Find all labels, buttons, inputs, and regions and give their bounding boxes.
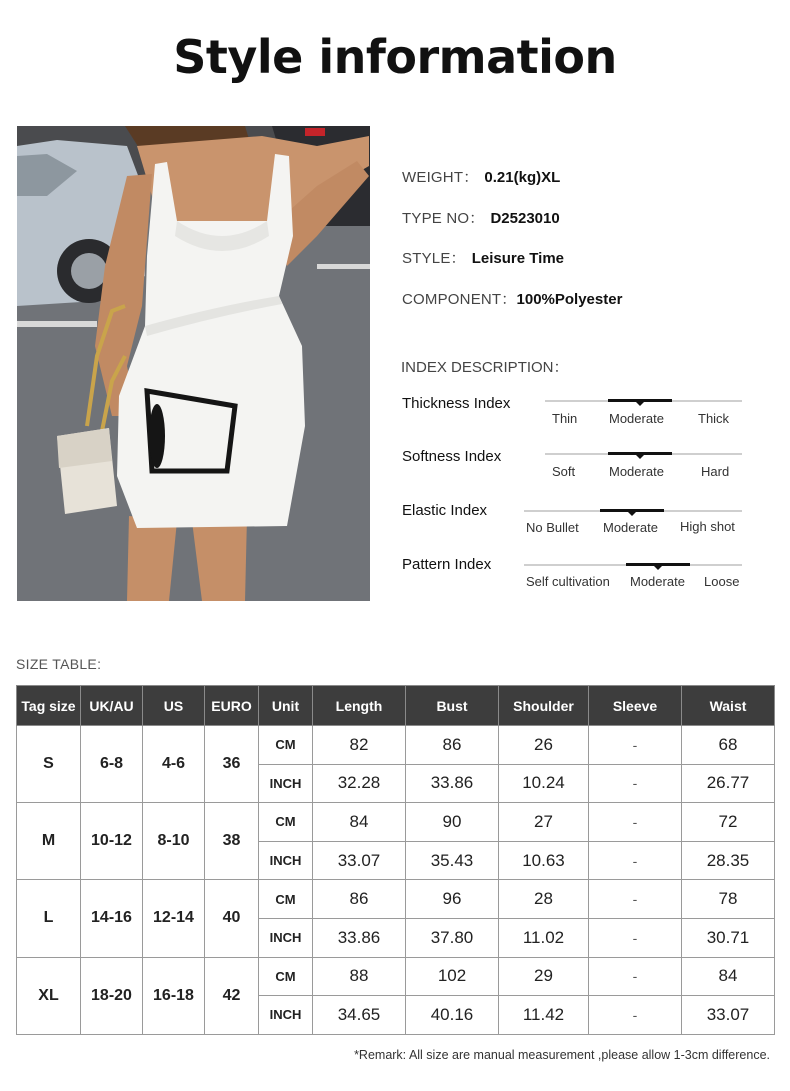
waist-cell: 26.77 [682,764,775,803]
thickness-option-thick: Thick [698,411,730,426]
length-cell: 34.65 [313,996,406,1035]
header-shoulder: Shoulder [499,686,589,726]
waist-cell: 33.07 [682,996,775,1035]
softness-index-pointer [636,455,644,459]
header-length: Length [313,686,406,726]
sleeve-cell: - [589,918,682,957]
component-value: 100%Polyester [516,291,623,308]
shoulder-cell: 29 [499,957,589,996]
length-cell: 32.28 [313,764,406,803]
size-us: 16-18 [143,957,205,1034]
sleeve-cell: - [589,996,682,1035]
waist-cell: 72 [682,803,775,842]
softness-index [402,448,752,488]
weight-label: WEIGHT： [402,169,479,186]
softness-option-soft: Soft [552,464,576,479]
waist-cell: 28.35 [682,841,775,880]
size-us: 4-6 [143,726,205,803]
elastic-index-pointer [628,512,636,516]
bust-cell: 96 [406,880,499,919]
length-cell: 82 [313,726,406,765]
sleeve-cell: - [589,957,682,996]
elastic-option-high-shot: High shot [680,519,735,534]
length-cell: 33.07 [313,841,406,880]
elastic-index-label: Elastic Index [402,502,488,519]
size-uk-au: 6-8 [81,726,143,803]
length-cell: 88 [313,957,406,996]
header-unit: Unit [259,686,313,726]
size-uk-au: 10-12 [81,803,143,880]
bust-cell: 35.43 [406,841,499,880]
pattern-index-pointer [654,566,662,570]
sleeve-cell: - [589,764,682,803]
style-label: STYLE： [402,250,466,267]
size-tag: XL [17,957,81,1034]
pattern-index-label: Pattern Index [402,556,492,573]
size-table-header-row [17,686,775,726]
thickness-option-moderate: Moderate [609,411,664,426]
elastic-option-no-bullet: No Bullet [526,520,579,535]
remark-note: *Remark: All size are manual measurement ,please allow 1-3cm difference. [354,1048,770,1062]
elastic-index [402,502,752,542]
size-tag: M [17,803,81,880]
header-waist: Waist [682,686,775,726]
header-euro: EURO [205,686,259,726]
thickness-index-pointer [636,402,644,406]
waist-cell: 78 [682,880,775,919]
table-row [17,803,775,842]
size-euro: 38 [205,803,259,880]
type-no-row [402,207,560,228]
shoulder-cell: 10.24 [499,764,589,803]
pattern-index [402,556,752,596]
size-table-heading: SIZE TABLE: [16,656,102,672]
size-tag: S [17,726,81,803]
bust-cell: 86 [406,726,499,765]
size-table [16,685,775,1035]
length-cell: 86 [313,880,406,919]
table-row [17,880,775,919]
softness-option-hard: Hard [701,464,730,479]
unit-cell: INCH [259,918,313,957]
sleeve-cell: - [589,803,682,842]
unit-cell: INCH [259,841,313,880]
weight-value: 0.21(kg)XL [484,169,561,186]
bust-cell: 37.80 [406,918,499,957]
unit-cell: CM [259,957,313,996]
sleeve-cell: - [589,726,682,765]
pattern-option-self-cultivation: Self cultivation [526,574,610,589]
softness-option-moderate: Moderate [609,464,664,479]
type-no-value: D2523010 [490,210,560,227]
sleeve-cell: - [589,841,682,880]
shoulder-cell: 28 [499,880,589,919]
size-euro: 36 [205,726,259,803]
pattern-option-moderate: Moderate [630,574,685,589]
header-bust: Bust [406,686,499,726]
size-uk-au: 18-20 [81,957,143,1034]
model-white-dress-image [17,126,370,601]
header-tag-size: Tag size [17,686,81,726]
bust-cell: 33.86 [406,764,499,803]
type-no-label: TYPE NO： [402,210,485,227]
bust-cell: 40.16 [406,996,499,1035]
length-cell: 33.86 [313,918,406,957]
bust-cell: 102 [406,957,499,996]
unit-cell: INCH [259,764,313,803]
header-uk-au: UK/AU [81,686,143,726]
size-euro: 40 [205,880,259,957]
size-us: 8-10 [143,803,205,880]
shoulder-cell: 26 [499,726,589,765]
index-description-heading: INDEX DESCRIPTION： [401,359,569,376]
size-us: 12-14 [143,880,205,957]
size-uk-au: 14-16 [81,880,143,957]
waist-cell: 84 [682,957,775,996]
page-title: Style information [173,30,617,84]
shoulder-cell: 10.63 [499,841,589,880]
size-tag: L [17,880,81,957]
thickness-index [402,395,752,435]
thickness-option-thin: Thin [552,411,578,426]
unit-cell: CM [259,880,313,919]
table-row [17,726,775,765]
unit-cell: CM [259,726,313,765]
waist-cell: 30.71 [682,918,775,957]
style-value: Leisure Time [471,250,564,267]
elastic-option-moderate: Moderate [603,520,658,535]
shoulder-cell: 11.42 [499,996,589,1035]
length-cell: 84 [313,803,406,842]
table-row [17,957,775,996]
unit-cell: INCH [259,996,313,1035]
size-euro: 42 [205,957,259,1034]
softness-index-label: Softness Index [402,448,502,465]
component-row [402,288,622,309]
header-us: US [143,686,205,726]
waist-cell: 68 [682,726,775,765]
pattern-option-loose: Loose [704,574,740,589]
unit-cell: CM [259,803,313,842]
bust-cell: 90 [406,803,499,842]
sleeve-cell: - [589,880,682,919]
header-sleeve: Sleeve [589,686,682,726]
shoulder-cell: 11.02 [499,918,589,957]
product-photo [17,126,370,601]
style-row [402,247,564,268]
weight-row [402,166,560,187]
component-label: COMPONENT： [402,291,517,308]
shoulder-cell: 27 [499,803,589,842]
thickness-index-label: Thickness Index [402,395,511,412]
